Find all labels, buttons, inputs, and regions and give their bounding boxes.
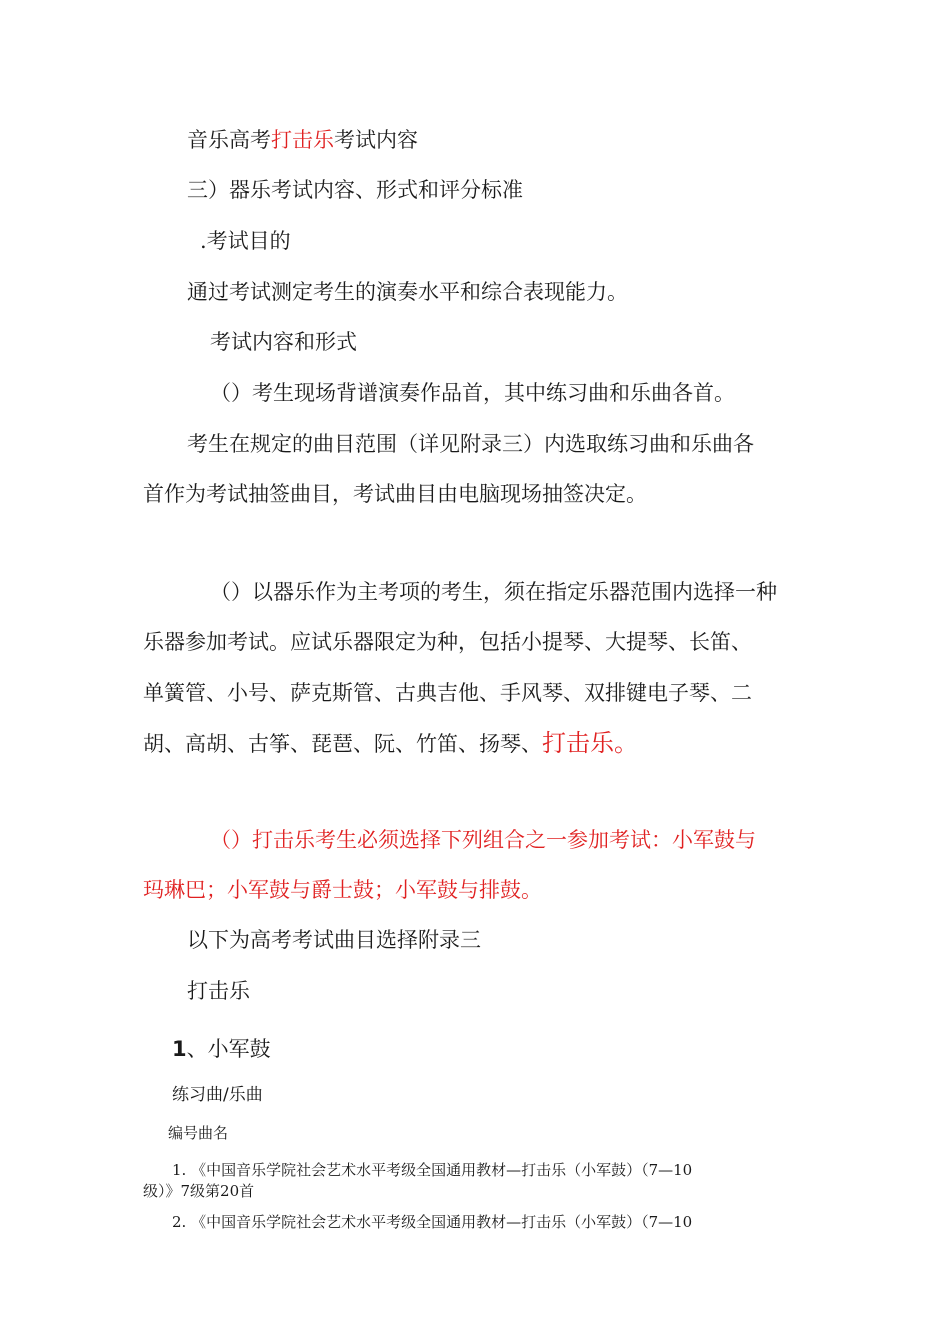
purpose-heading: .考试目的 <box>200 229 291 253</box>
item-2-line-4-text: 胡、高胡、古筝、琵琶、阮、竹笛、扬琴、 <box>143 732 542 756</box>
subsection-title: 、小军鼓 <box>186 1037 271 1061</box>
item-3-line-1: （）打击乐考生必须选择下列组合之一参加考试：小军鼓与 <box>210 828 756 852</box>
item-3-line-2: 玛琳巴；小军鼓与爵士鼓；小军鼓与排鼓。 <box>143 878 542 902</box>
title-part1: 音乐高考 <box>187 128 271 152</box>
item-2-line-3: 单簧管、小号、萨克斯管、古典吉他、手风琴、双排键电子琴、二 <box>143 681 752 705</box>
entry-1-line-1: 1. 《中国音乐学院社会艺术水平考级全国通用教材—打击乐（小军鼓）（7—10 <box>172 1161 693 1179</box>
document-title <box>187 126 418 154</box>
etude-heading: 练习曲/乐曲 <box>172 1085 263 1105</box>
paragraph-1-line-2: 首作为考试抽签曲目，考试曲目由电脑现场抽签决定。 <box>143 482 647 506</box>
title-highlight: 打击乐 <box>271 128 334 152</box>
subsection-number: 1 <box>172 1037 187 1061</box>
item-1: （）考生现场背谱演奏作品首，其中练习曲和乐曲各首。 <box>210 381 735 405</box>
table-header: 编号曲名 <box>168 1124 229 1142</box>
title-part2: 考试内容 <box>334 128 418 152</box>
appendix-intro: 以下为高考考试曲目选择附录三 <box>187 928 481 952</box>
item-2-line-1: （）以器乐作为主考项的考生，须在指定乐器范围内选择一种 <box>210 580 777 604</box>
paragraph-1-line-1: 考生在规定的曲目范围（详见附录三）内选取练习曲和乐曲各 <box>187 432 754 456</box>
content-heading: 考试内容和形式 <box>210 330 357 354</box>
appendix-heading: 打击乐 <box>187 979 250 1003</box>
entry-1-line-2: 级）》7级第20首 <box>143 1182 255 1200</box>
item-2-line-2: 乐器参加考试。应试乐器限定为种，包括小提琴、大提琴、长笛、 <box>143 630 752 654</box>
purpose-text: 通过考试测定考生的演奏水平和综合表现能力。 <box>187 280 628 304</box>
subsection-heading <box>172 1035 271 1063</box>
item-2-line-4 <box>143 729 638 758</box>
item-2-highlight: 打击乐。 <box>542 729 638 757</box>
section-heading: 三）器乐考试内容、形式和评分标准 <box>187 178 523 202</box>
entry-2-line-1: 2. 《中国音乐学院社会艺术水平考级全国通用教材—打击乐（小军鼓）（7—10 <box>172 1213 693 1231</box>
